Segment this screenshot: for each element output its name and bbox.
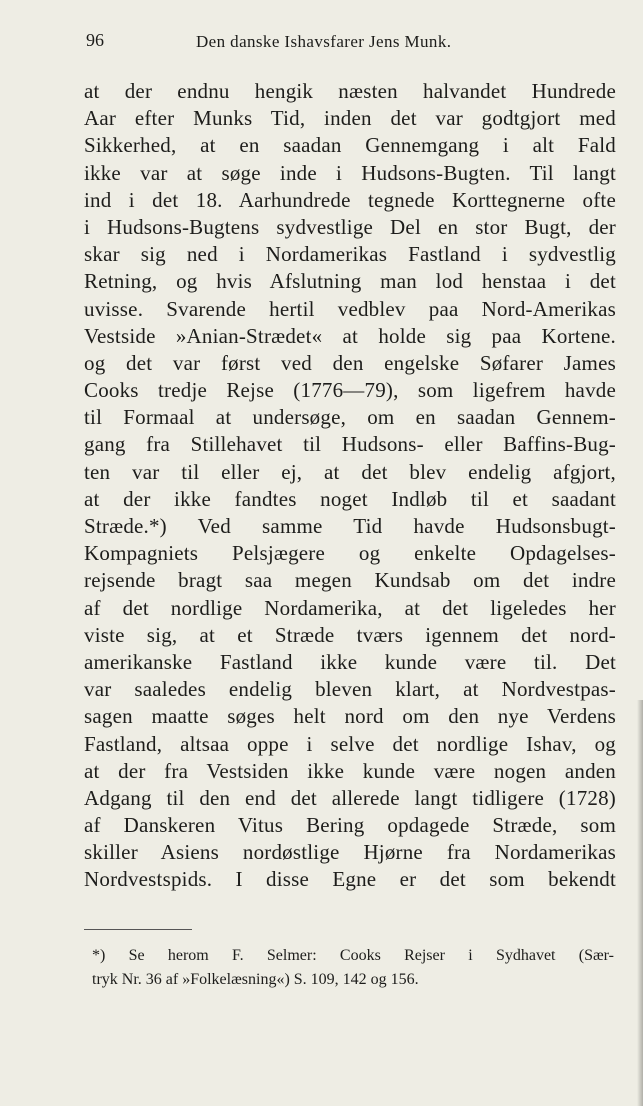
text-line: af Danskeren Vitus Bering opdagede Stræde, som	[84, 813, 616, 838]
text-line: Retning, og hvis Afslutning man lod henstaa i det	[84, 269, 616, 294]
text-line: ten var til eller ej, at det blev endelig afgjort,	[84, 459, 616, 484]
text-line: rejsende bragt saa megen Kundsab om det indre	[84, 568, 616, 593]
text-line: og det var først ved den engelske Søfarer James	[84, 350, 616, 375]
text-line: uvisse. Svarende hertil vedblev paa Nord-Amerikas	[84, 296, 616, 321]
text-line: Vestside »Anian-Strædet« at holde sig paa Kortene.	[84, 323, 616, 348]
text-line: viste sig, at et Stræde tværs igennem det nord-	[84, 622, 616, 647]
text-line: Adgang til den end det allerede langt tidligere (1728)	[84, 785, 616, 810]
text-line: Aar efter Munks Tid, inden det var godtgjort med	[84, 106, 616, 131]
text-line: Cooks tredje Rejse (1776—79), som ligefrem havde	[84, 378, 616, 403]
text-line: Fastland, altsaa oppe i selve det nordlige Ishav, og	[84, 731, 616, 756]
text-line: gang fra Stillehavet til Hudsons- eller Baffins-Bug-	[84, 432, 616, 457]
page-edge-shadow	[637, 700, 643, 1106]
text-line: at der endnu hengik næsten halvandet Hundrede	[84, 79, 616, 103]
text-line: Sikkerhed, at en saadan Gennemgang i alt Fald	[84, 133, 616, 158]
text-line: var saaledes endelig bleven klart, at Nordvestpas-	[84, 677, 616, 702]
text-line: sagen maatte søges helt nord om den nye Verdens	[84, 704, 616, 729]
footnote-divider	[84, 929, 192, 930]
running-head: Den danske Ishavsfarer Jens Munk.	[196, 32, 452, 51]
text-line: amerikanske Fastland ikke kunde være til. Det	[84, 649, 616, 674]
text-line: ikke var at søge inde i Hudsons-Bugten. Til langt	[84, 160, 616, 185]
text-line: Stræde.*) Ved samme Tid havde Hudsonsbugt-	[84, 514, 616, 538]
text-line: Nordvestspids. I disse Egne er det som bekendt	[84, 867, 616, 892]
text-line: ind i det 18. Aarhundrede tegnede Korttegnerne ofte	[84, 187, 616, 212]
text-line: Kompagniets Pelsjægere og enkelte Opdagelses-	[84, 541, 616, 566]
page-number: 96	[86, 30, 104, 50]
text-line: i Hudsons-Bugtens sydvestlige Del en stor Bugt, der	[84, 214, 616, 239]
footnote-line: *) Se herom F. Selmer: Cooks Rejser i Sydhavet (Sær-	[92, 947, 614, 964]
footnote	[84, 944, 614, 992]
text-line: at der ikke fandtes noget Indløb til et saadant	[84, 486, 616, 511]
text-line: af det nordlige Nordamerika, at det ligeledes her	[84, 595, 616, 620]
text-line: at der fra Vestsiden ikke kunde være nogen anden	[84, 758, 616, 783]
page-header	[84, 30, 614, 54]
body-text	[84, 78, 616, 894]
text-line: skiller Asiens nordøstlige Hjørne fra Nordamerikas	[84, 840, 616, 865]
footnote-line: tryk Nr. 36 af »Folkelæsning«) S. 109, 142 og 156.	[92, 971, 419, 988]
text-line: til Formaal at undersøge, om en saadan Gennem-	[84, 405, 616, 430]
text-line: skar sig ned i Nordamerikas Fastland i sydvestlig	[84, 242, 616, 267]
